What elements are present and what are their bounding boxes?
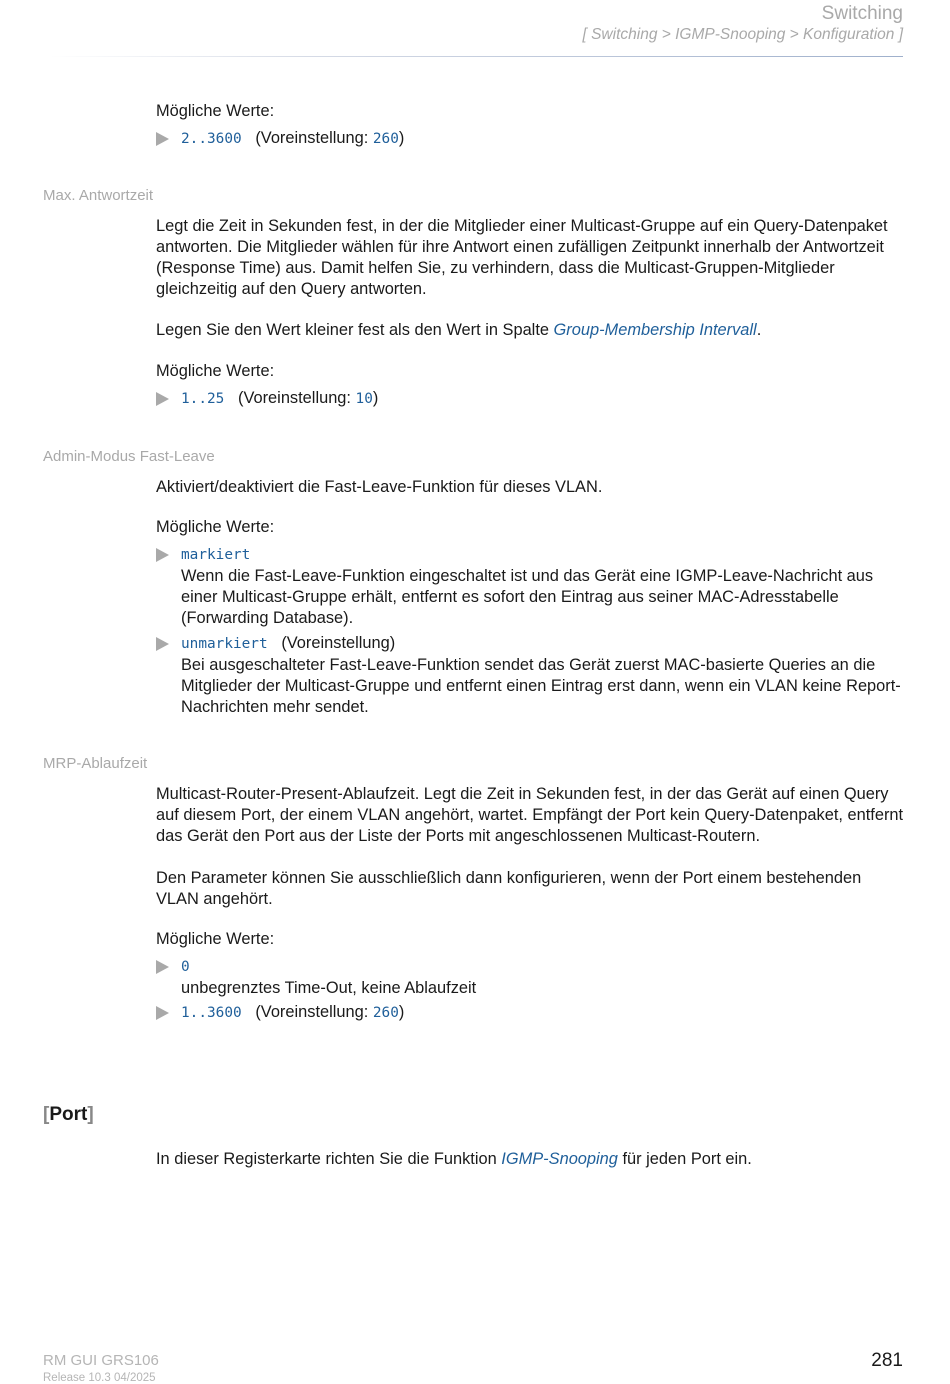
default-open: (Voreinstellung: <box>255 1003 373 1021</box>
triangle-bullet-icon <box>156 637 169 651</box>
param-description: Aktiviert/deaktiviert die Fast-Leave-Funktion für dieses VLAN. <box>156 478 603 496</box>
note-text: Legen Sie den Wert kleiner fest als den Wert in Spalte <box>156 321 554 339</box>
default-close: ) <box>398 129 405 147</box>
header-title: Switching <box>821 3 903 24</box>
triangle-bullet-icon <box>156 960 169 974</box>
list-item <box>156 128 908 150</box>
option-text: Wenn die Fast-Leave-Funktion eingeschaltet ist und das Gerät eine IGMP-Leave-Nachricht aus einer Multicast-Gruppe erhält, entfernt es sofort den Eintrag aus seiner MAC-Adresstabelle (Forwarding Database). <box>181 567 874 627</box>
value-range: 1..3600 <box>181 1005 242 1021</box>
param-label-fast-leave: Admin-Modus Fast-Leave <box>43 448 215 465</box>
option-text: unbegrenztes Time-Out, keine Ablaufzeit <box>181 979 477 997</box>
breadcrumb: [ Switching > IGMP-Snooping > Konfiguration ] <box>582 26 903 43</box>
param-description: Multicast-Router-Present-Ablaufzeit. Legt die Zeit in Sekunden fest, in der das Gerät auf einen Query auf diesem Port, der einem VLAN angehört, wartet. Empfängt der Port kein Query-Datenpaket, entfernt das Gerät den Port aus der Liste der Ports mit angeschlossenen Multicast-Routern. <box>156 785 904 845</box>
note-end: . <box>756 321 762 339</box>
bracket-open: [ <box>43 1104 50 1125</box>
igmp-snooping-link[interactable]: IGMP-Snooping <box>501 1150 618 1168</box>
option-text: Bei ausgeschalteter Fast-Leave-Funktion sendet das Gerät zuerst MAC-basierte Queries an die Mitglieder der Multicast-Gruppe und entfernt einen Eintrag erst dann, wenn ein VLAN keine Report-Nachrichten mehr sendet. <box>181 656 901 716</box>
option-code: unmarkiert <box>181 636 268 652</box>
group-membership-link[interactable]: Group-Membership Intervall <box>553 321 757 339</box>
list-item <box>156 1002 908 1024</box>
triangle-bullet-icon <box>156 548 169 562</box>
intro-end: für jeden Port ein. <box>617 1150 752 1168</box>
value-range: 2..3600 <box>181 131 242 147</box>
values-heading: Mögliche Werte: <box>156 930 275 948</box>
section-title-text: Port <box>49 1104 88 1125</box>
triangle-bullet-icon <box>156 132 169 146</box>
list-item <box>156 388 908 410</box>
footer-release: Release 10.3 04/2025 <box>43 1372 156 1384</box>
param-label-mrp: MRP-Ablaufzeit <box>43 755 148 772</box>
option-code: 0 <box>181 959 190 975</box>
triangle-bullet-icon <box>156 392 169 406</box>
values-heading: Mögliche Werte: <box>156 362 275 380</box>
param-description: Legt die Zeit in Sekunden fest, in der die Mitglieder einer Multicast-Gruppe auf ein Query-Datenpaket antworten. Die Mitglieder wählen für ihre Antwort einen zufälligen Zeitpunkt innerhalb der Antwortzeit (Response Time) aus. Damit helfen Sie, zu verhindern, dass die Multicast-Gruppen-Mitglieder gleichzeitig auf den Query antworten. <box>156 217 888 298</box>
section-title-port <box>43 1104 94 1126</box>
default-value: 260 <box>372 1005 399 1021</box>
default-close: ) <box>398 1003 405 1021</box>
value-range: 1..25 <box>181 391 225 407</box>
bracket-close: ] <box>87 1104 94 1125</box>
intro-text: In dieser Registerkarte richten Sie die Funktion <box>156 1150 502 1168</box>
param-note <box>156 320 908 341</box>
header-divider <box>50 56 903 57</box>
values-heading: Mögliche Werte: <box>156 518 275 536</box>
triangle-bullet-icon <box>156 1006 169 1020</box>
page-number: 281 <box>871 1350 903 1371</box>
list-item <box>156 956 908 999</box>
default-open: (Voreinstellung: <box>255 129 373 147</box>
default-open: (Voreinstellung: <box>238 389 356 407</box>
default-value: 10 <box>355 391 373 407</box>
list-item <box>156 633 908 718</box>
param-label-max-response: Max. Antwortzeit <box>43 187 154 204</box>
footer-doc-name: RM GUI GRS106 <box>43 1352 159 1369</box>
default-value: 260 <box>372 131 399 147</box>
default-close: ) <box>372 389 379 407</box>
values-heading: Mögliche Werte: <box>156 102 275 120</box>
section-intro <box>156 1149 908 1170</box>
option-default-suffix: (Voreinstellung) <box>281 634 396 652</box>
param-note: Den Parameter können Sie ausschließlich dann konfigurieren, wenn der Port einem bestehenden VLAN angehört. <box>156 869 862 908</box>
option-code: markiert <box>181 547 251 563</box>
list-item <box>156 544 908 629</box>
